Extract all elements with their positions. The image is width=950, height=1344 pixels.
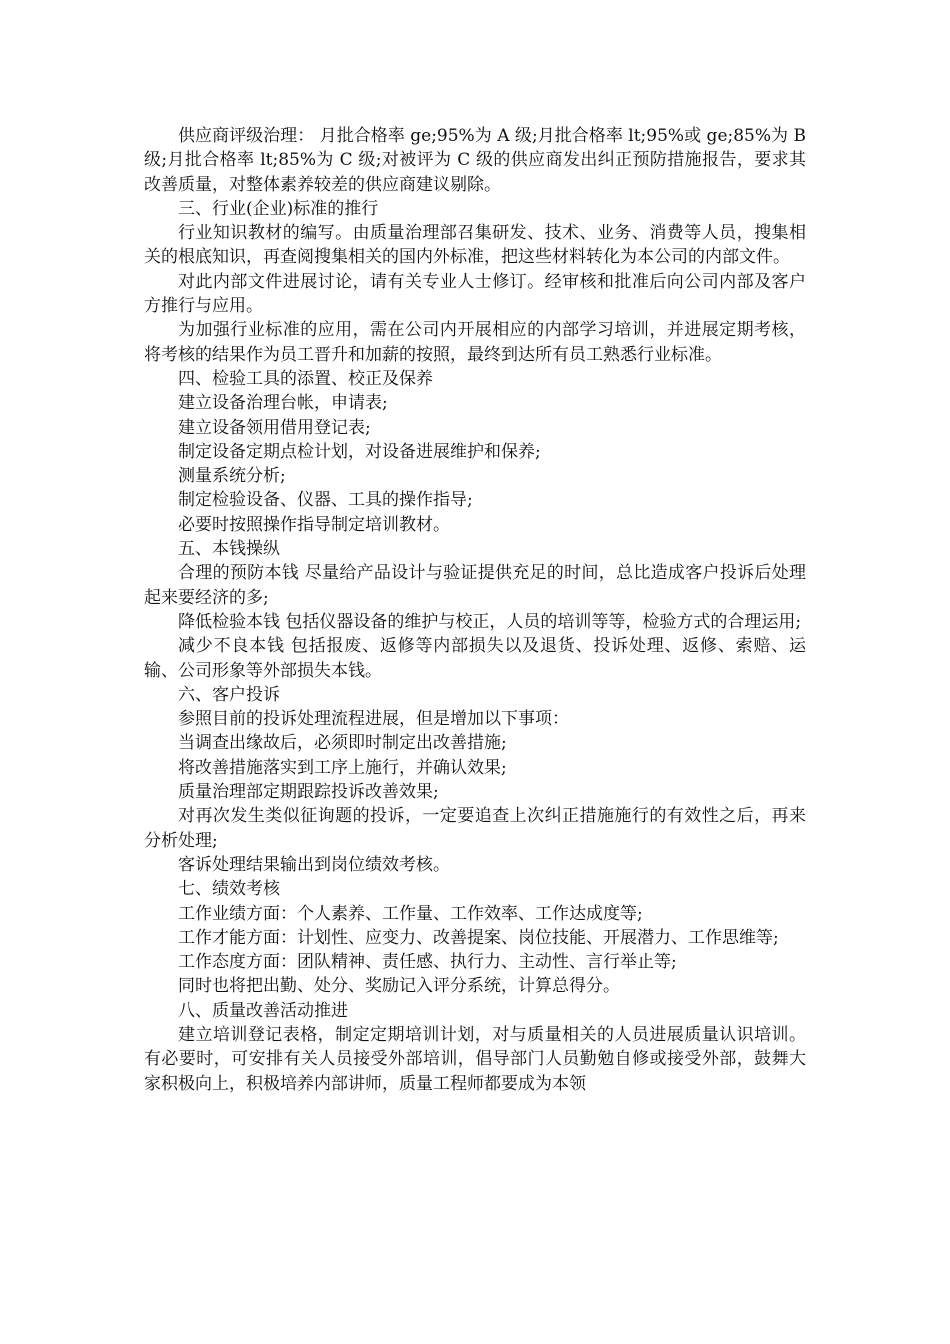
list-item: 客诉处理结果输出到岗位绩效考核。 bbox=[178, 854, 450, 875]
list-item: 必要时按照操作指导制定培训教材。 bbox=[178, 514, 450, 535]
paragraph-supplier-rating: 供应商评级治理： 月批合格率 ge;95%为 A 级;月批合格率 lt;95%或 ge;85%为 B 级;月批合格率 lt;85%为 C 级;对被评为 C 级的供应商发出纠正预防措施报告，要求其改善质量，对整体素养较差的供应商建议剔除。 bbox=[144, 126, 806, 195]
heading-section-8: 八、质量改善活动推进 bbox=[178, 1000, 348, 1021]
paragraph: 对此内部文件进展讨论，请有关专业人士修订。经审核和批准后向公司内部及客户方推行与应用。 bbox=[144, 271, 806, 317]
list-item: 当调查出缘故后，必须即时制定出改善措施; bbox=[178, 733, 507, 754]
heading-section-3: 三、行业(企业)标准的推行 bbox=[178, 198, 379, 219]
paragraph: 合理的预防本钱 尽量给产品设计与验证提供充足的时间，总比造成客户投诉后处理起来要经济的多; bbox=[144, 563, 806, 608]
paragraph: 建立培训登记表格，制定定期培训计划，对与质量相关的人员进展质量认识培训。有必要时，可安排有关人员接受外部培训，倡导部门人员勤勉自修或接受外部，鼓舞大家积极向上，积极培养内部讲师，质量工程师都要成为本领 bbox=[144, 1024, 806, 1094]
list-item: 制定检验设备、仪器、工具的操作指导; bbox=[178, 490, 473, 511]
list-item: 工作才能方面：计划性、应变力、改善提案、岗位技能、开展潜力、工作思维等; bbox=[178, 927, 779, 948]
heading-section-7: 七、绩效考核 bbox=[178, 879, 280, 900]
list-item: 工作态度方面：团队精神、责任感、执行力、主动性、言行举止等; bbox=[178, 952, 677, 973]
list-item: 建立设备治理台帐，申请表; bbox=[178, 393, 388, 414]
heading-section-4: 四、检验工具的添置、校正及保养 bbox=[178, 368, 433, 389]
list-item: 制定设备定期点检计划，对设备进展维护和保养; bbox=[178, 441, 541, 462]
list-item: 质量治理部定期跟踪投诉改善效果; bbox=[178, 782, 439, 803]
heading-section-6: 六、客户投诉 bbox=[178, 684, 280, 705]
list-item: 工作业绩方面：个人素养、工作量、工作效率、工作达成度等; bbox=[178, 903, 643, 924]
paragraph: 参照目前的投诉处理流程进展，但是增加以下事项： bbox=[178, 709, 569, 730]
paragraph: 行业知识教材的编写。由质量治理部召集研发、技术、业务、消费等人员，搜集相关的根底知识，再查阅搜集相关的国内外标准，把这些材料转化为本公司的内部文件。 bbox=[144, 223, 806, 268]
paragraph: 降低检验本钱 包括仪器设备的维护与校正，人员的培训等等，检验方式的合理运用; bbox=[178, 611, 802, 632]
list-item: 建立设备领用借用登记表; bbox=[178, 417, 371, 438]
list-item: 测量系统分析; bbox=[178, 466, 286, 487]
paragraph: 减少不良本钱 包括报废、返修等内部损失以及退货、投诉处理、返修、索赔、运输、公司形象等外部损失本钱。 bbox=[144, 636, 806, 681]
heading-section-5: 五、本钱操纵 bbox=[178, 539, 280, 560]
paragraph: 同时也将把出勤、处分、奖励记入评分系统，计算总得分。 bbox=[178, 976, 620, 997]
list-item: 对再次发生类似征询题的投诉，一定要追查上次纠正措施施行的有效性之后，再来分析处理; bbox=[144, 806, 806, 851]
document-body bbox=[144, 124, 806, 1096]
list-item: 将改善措施落实到工序上施行，并确认效果; bbox=[178, 757, 507, 778]
paragraph: 为加强行业标准的应用，需在公司内开展相应的内部学习培训，并进展定期考核，将考核的结果作为员工晋升和加薪的按照，最终到达所有员工熟悉行业标准。 bbox=[144, 320, 806, 365]
